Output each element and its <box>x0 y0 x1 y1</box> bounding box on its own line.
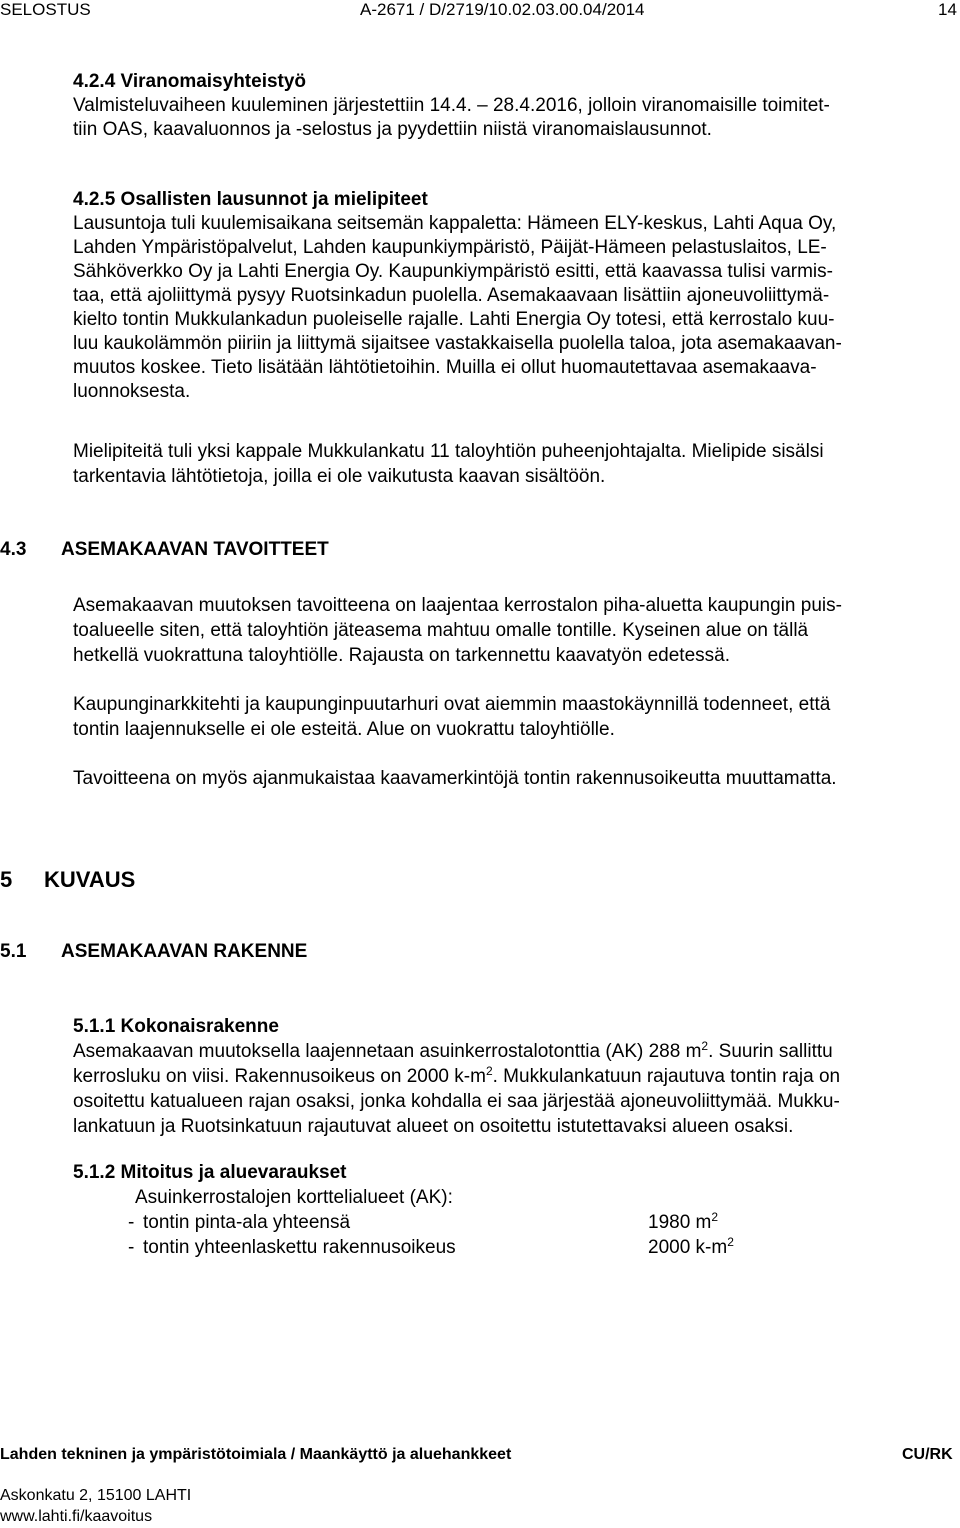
paragraph-line: toalueelle siten, että taloyhtiön jäteasema mahtuu omalle tontille. Kyseinen alue on tällä <box>73 620 809 641</box>
paragraph-line: hetkellä vuokrattuna taloyhtiölle. Rajausta on tarkennettu kaavatyön edetessä. <box>73 645 730 666</box>
paragraph-line: Tavoitteena on myös ajanmukaistaa kaavamerkintöjä tontin rakennusoikeutta muuttamatta. <box>73 768 837 789</box>
paragraph-line: Valmisteluvaiheen kuuleminen järjestettiin 14.4. – 28.4.2016, jolloin viranomaisille toimitet- <box>73 95 830 116</box>
paragraph-line: Asemakaavan muutoksella laajennetaan asuinkerrostalotonttia (AK) 288 $m^2$. Suurin sallittu <box>73 1039 833 1062</box>
paragraph-line: Mielipiteitä tuli yksi kappale Mukkulankatu 11 taloyhtiön puheenjohtajalta. Mielipide sisälsi <box>73 441 824 462</box>
section-title-4-3: ASEMAKAAVAN TAVOITTEET <box>61 539 329 560</box>
row-label: tontin yhteenlaskettu rakennusoikeus <box>143 1237 456 1258</box>
paragraph-line: tontin laajennukselle ei ole esteitä. Alue on vuokrattu taloyhtiölle. <box>73 719 615 740</box>
section-number-5-1: 5.1 <box>0 941 27 962</box>
header-page-number: 14 <box>938 0 957 19</box>
section-number-5: 5 <box>0 867 13 892</box>
section-number-4-3: 4.3 <box>0 539 27 560</box>
section-heading-5-1-2: 5.1.2 Mitoitus ja aluevaraukset <box>73 1162 347 1183</box>
paragraph-line: tarkentavia lähtötietoja, joilla ei ole vaikutusta kaavan sisältöön. <box>73 466 606 487</box>
footer-url: www.lahti.fi/kaavoitus <box>0 1508 153 1525</box>
footer-organization: Lahden tekninen ja ympäristötoimiala / Maankäyttö ja aluehankkeet <box>0 1446 512 1463</box>
paragraph-line: Lausuntoja tuli kuulemisaikana seitsemän kappaletta: Hämeen ELY-keskus, Lahti Aqua Oy, <box>73 213 837 234</box>
paragraph-line: lankatuun ja Ruotsinkatuun rajautuvat alueet on osoitettu istutettavaksi alueen osaksi. <box>73 1116 794 1137</box>
section-heading-4-2-5: 4.2.5 Osallisten lausunnot ja mielipiteet <box>73 189 428 210</box>
paragraph-line: Asemakaavan muutoksen tavoitteena on laajentaa kerrostalon piha-aluetta kaupungin puis- <box>73 595 842 616</box>
row-value: 2000 $k-m^2$ <box>648 1235 734 1258</box>
section-title-5-1: ASEMAKAAVAN RAKENNE <box>61 941 308 962</box>
paragraph-line: taa, että ajoliittymä pysyy Ruotsinkadun puolella. Asemakaavaan lisättiin ajoneuvoliittymä- <box>73 285 830 306</box>
section-title-5: KUVAUS <box>44 867 136 892</box>
section-heading-4-2-4: 4.2.4 Viranomaisyhteistyö <box>73 71 307 92</box>
paragraph-line: tiin OAS, kaavaluonnos ja -selostus ja pyydettiin niistä viranomaislausunnot. <box>73 119 712 140</box>
paragraph-line: luu kaukolämmön piiriin ja liittymä sijaitsee vastakkaisella puolella taloa, jota asemakaavan- <box>73 333 842 354</box>
paragraph-line: Lahden Ympäristöpalvelut, Lahden kaupunkiympäristö, Päijät-Hämeen pelastuslaitos, LE- <box>73 237 827 258</box>
row-value: 1980 $m^2$ <box>648 1210 719 1233</box>
section-heading-5-1-1: 5.1.1 Kokonaisrakenne <box>73 1016 279 1037</box>
header-document-id: A-2671 / D/2719/10.02.03.00.04/2014 <box>360 0 645 19</box>
paragraph-line: kielto tontin Mukkulankadun puoleiselle rajalle. Lahti Energia Oy totesi, että kerrostalo kuu- <box>73 309 835 330</box>
row-dash: - <box>128 1212 135 1233</box>
paragraph-line: osoitettu katualueen rajan osaksi, jonka kohdalla ei saa järjestää ajoneuvoliittymää. Mukku- <box>73 1091 840 1112</box>
paragraph-line: luonnoksesta. <box>73 381 191 402</box>
paragraph-line: kerrosluku on viisi. Rakennusoikeus on 2000 $k-m^2$. Mukkulankatuun rajautuva tontin raja on <box>73 1064 841 1087</box>
paragraph-line: Kaupunginarkkitehti ja kaupunginpuutarhuri ovat aiemmin maastokäynnillä todenneet, että <box>73 694 831 715</box>
paragraph-line: Sähköverkko Oy ja Lahti Energia Oy. Kaupunkiympäristö esitti, että kaavassa tulisi varmis- <box>73 261 833 282</box>
row-label: tontin pinta-ala yhteensä <box>143 1212 351 1233</box>
footer-initials: CU/RK <box>902 1446 953 1463</box>
paragraph-line: muutos koskee. Tieto lisätään lähtötietoihin. Muilla ei ollut huomautettavaa asemakaava- <box>73 357 817 378</box>
table-heading: Asuinkerrostalojen korttelialueet (AK): <box>135 1187 453 1208</box>
footer-address: Askonkatu 2, 15100 LAHTI <box>0 1487 192 1504</box>
header-document-type: SELOSTUS <box>0 0 91 19</box>
row-dash: - <box>128 1237 135 1258</box>
